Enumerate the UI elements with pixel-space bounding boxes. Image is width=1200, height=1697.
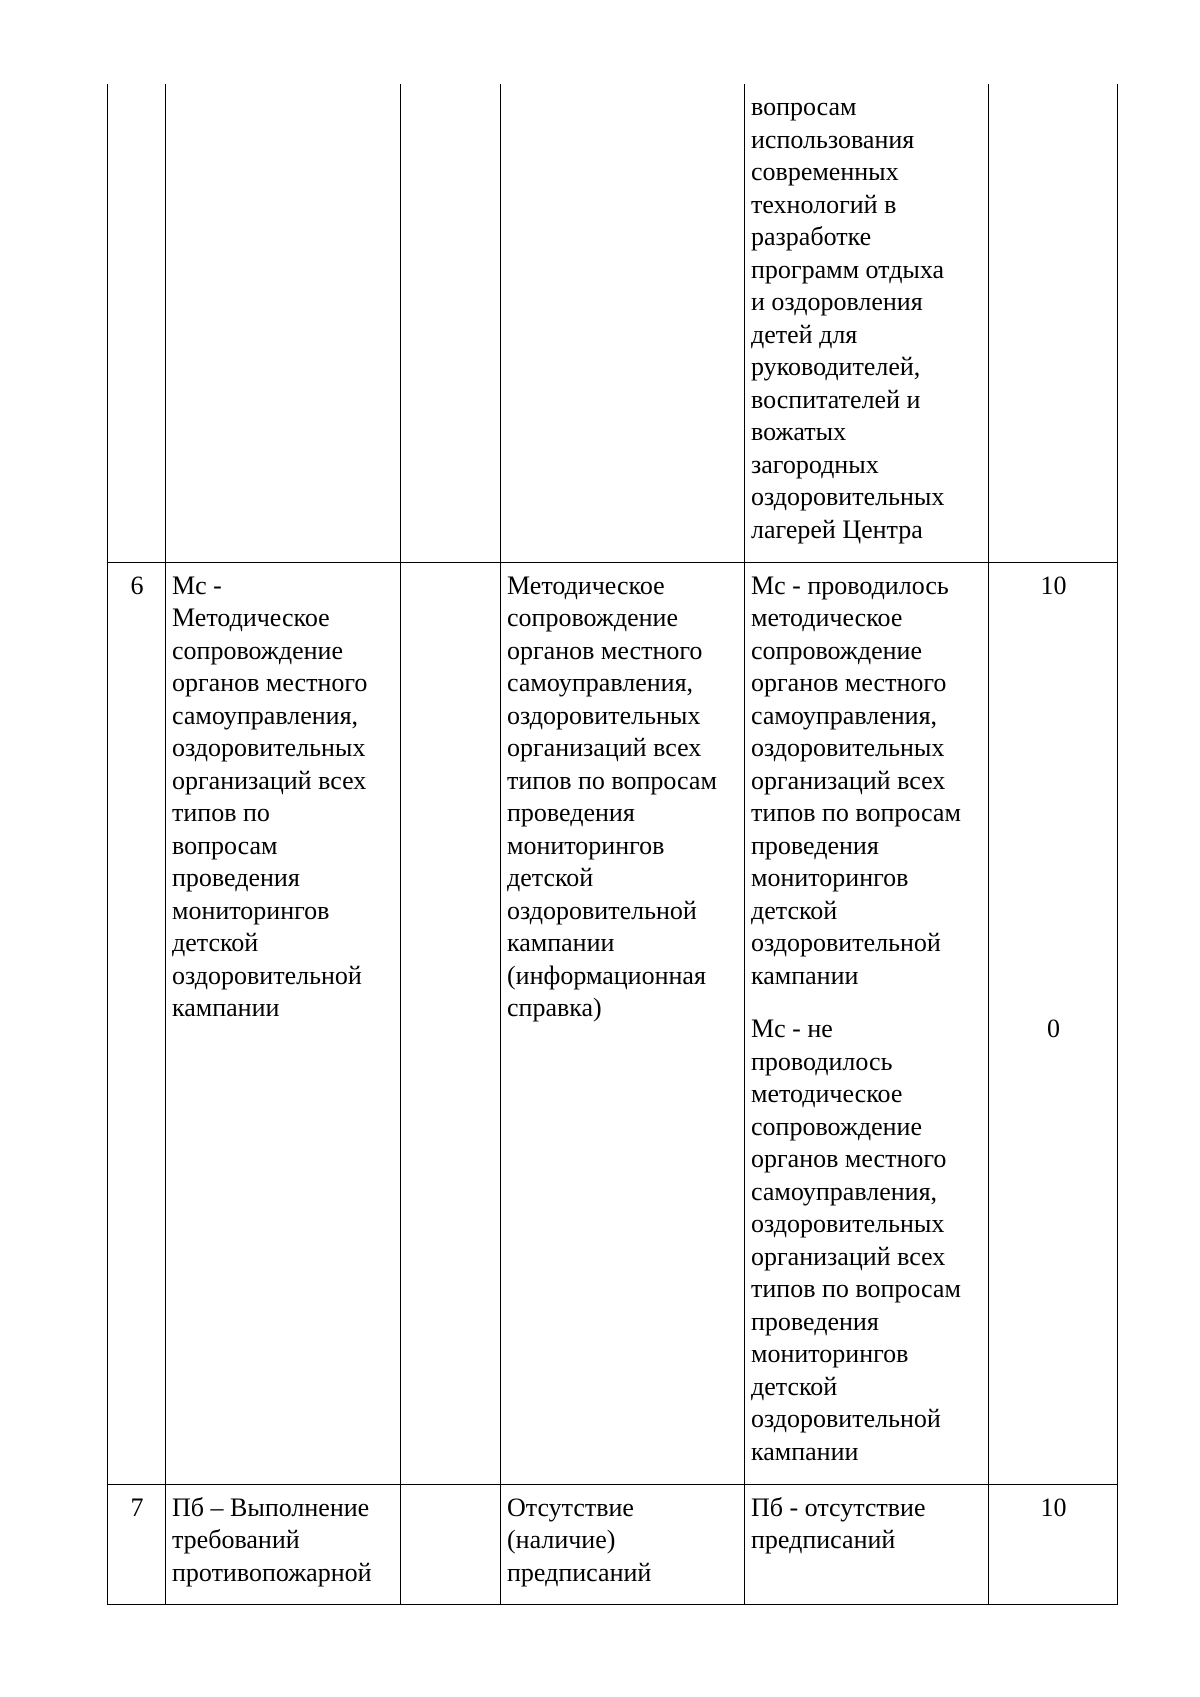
row-number-cell: 7 xyxy=(108,1484,166,1604)
indicator-cell xyxy=(501,84,745,562)
empty-cell xyxy=(401,562,501,1484)
table-row xyxy=(108,562,1118,1484)
description-positive: Мс - проводилось методическое сопровождение органов местного самоуправления, оздоровительных организаций всех типов по вопросам проведения мониторингов детской оздоровительной кампании xyxy=(751,570,961,990)
description-cell: Пб - отсутствие предписаний xyxy=(745,1484,989,1604)
empty-cell xyxy=(401,84,501,562)
score-positive: 10 xyxy=(1040,570,1067,600)
indicator-cell: Отсутствие (наличие) предписаний xyxy=(501,1484,745,1604)
table-row xyxy=(108,84,1118,562)
row-number-cell xyxy=(108,84,166,562)
row-number-cell: 6 xyxy=(108,562,166,1484)
score-cell xyxy=(989,84,1118,562)
empty-cell xyxy=(401,1484,501,1604)
description-cell: вопросам использования современных технологий в разработке программ отдыха и оздоровления детей для руководителей, воспитателей и вожатых загородных оздоровительных лагерей Центра xyxy=(745,84,989,562)
criteria-table xyxy=(107,84,1118,1605)
description-cell xyxy=(745,562,989,1484)
criterion-cell xyxy=(166,84,401,562)
score-cell: 10 xyxy=(989,1484,1118,1604)
criterion-cell: Мс - Методическое сопровождение органов местного самоуправления, оздоровительных организаций всех типов по вопросам проведения мониторингов детской оздоровительной кампании xyxy=(166,562,401,1484)
score-cell xyxy=(989,562,1118,1484)
score-negative: 0 xyxy=(1047,1014,1060,1043)
criterion-cell: Пб – Выполнение требований противопожарной xyxy=(166,1484,401,1604)
indicator-cell: Методическое сопровождение органов местного самоуправления, оздоровительных организаций всех типов по вопросам проведения мониторингов детской оздоровительной кампании (информационная справка) xyxy=(501,562,745,1484)
table-row xyxy=(108,1484,1118,1604)
description-negative: Мс - не проводилось методическое сопровождение органов местного самоуправления, оздоровительных организаций всех типов по вопросам проведения мониторингов детской оздоровительной кампании xyxy=(751,1014,961,1466)
